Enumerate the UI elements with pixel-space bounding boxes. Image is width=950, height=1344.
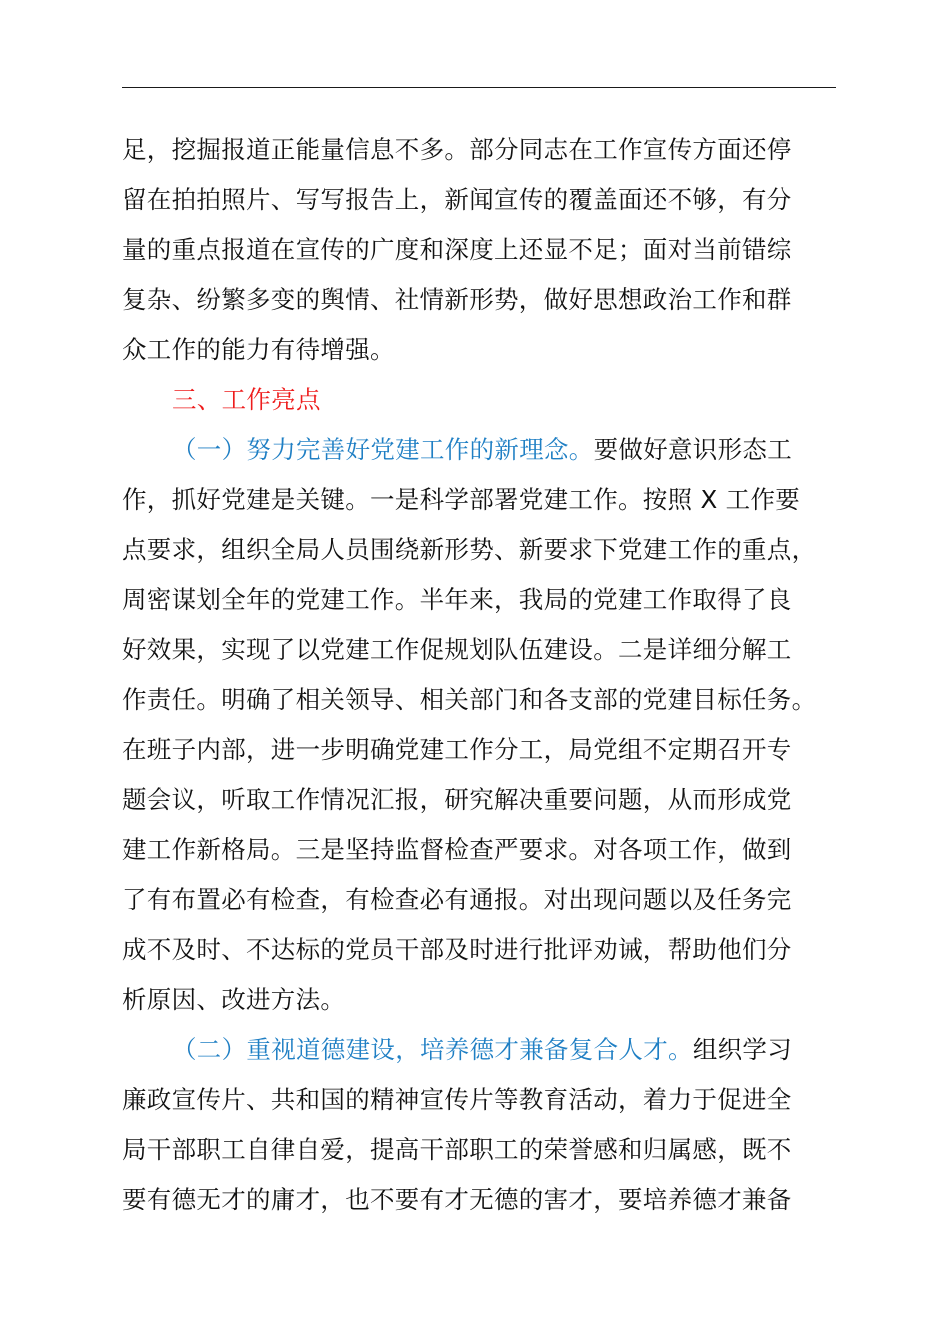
paragraph-line: 了有布置必有检查，有检查必有通报。对出现问题以及任务完 <box>122 885 792 914</box>
paragraph-line: 析原因、改进方法。 <box>122 985 346 1014</box>
paragraph-line: 量的重点报道在宣传的广度和深度上还显不足；面对当前错综 <box>122 235 792 264</box>
paragraph-line: 点要求，组织全局人员围绕新形势、新要求下党建工作的重点， <box>122 535 817 564</box>
header-rule <box>122 87 836 88</box>
document-body <box>122 125 836 1225</box>
paragraph-line: 好效果，实现了以党建工作促规划队伍建设。二是详细分解工 <box>122 635 792 664</box>
paragraph-text: 组织学习 <box>692 1035 793 1064</box>
subsection-1-first-line <box>122 425 836 475</box>
paragraph-line: 众工作的能力有待增强。 <box>122 335 395 364</box>
subsection-2-first-line <box>122 1025 836 1075</box>
paragraph-line: 建工作新格局。三是坚持监督检查严要求。对各项工作，做到 <box>122 835 792 864</box>
paragraph-line: 要有德无才的庸才，也不要有才无德的害才，要培养德才兼备 <box>122 1185 792 1214</box>
paragraph-line: 复杂、纷繁多变的舆情、社情新形势，做好思想政治工作和群 <box>122 285 792 314</box>
paragraph-line: 在班子内部，进一步明确党建工作分工，局党组不定期召开专 <box>122 735 792 764</box>
paragraph-line: 作，抓好党建是关键。一是科学部署党建工作。按照 X 工作要 <box>122 485 801 514</box>
paragraph-line: 留在拍拍照片、写写报告上，新闻宣传的覆盖面还不够，有分 <box>122 185 792 214</box>
paragraph-line: 成不及时、不达标的党员干部及时进行批评劝诫，帮助他们分 <box>122 935 792 964</box>
paragraph-line: 周密谋划全年的党建工作。半年来，我局的党建工作取得了良 <box>122 585 792 614</box>
paragraph-text: 要做好意识形态工 <box>593 435 793 464</box>
subsection-1-heading: （一）努力完善好党建工作的新理念。 <box>172 435 594 464</box>
subsection-2-heading: （二）重视道德建设，培养德才兼备复合人才。 <box>172 1035 693 1064</box>
paragraph-line: 廉政宣传片、共和国的精神宣传片等教育活动，着力于促进全 <box>122 1085 792 1114</box>
paragraph-line: 题会议，听取工作情况汇报，研究解决重要问题，从而形成党 <box>122 785 792 814</box>
paragraph-line: 足，挖掘报道正能量信息不多。部分同志在工作宣传方面还停 <box>122 135 792 164</box>
section-heading: 三、工作亮点 <box>172 385 321 414</box>
paragraph-line: 作责任。明确了相关领导、相关部门和各支部的党建目标任务。 <box>122 685 817 714</box>
paragraph-line: 局干部职工自律自爱，提高干部职工的荣誉感和归属感，既不 <box>122 1135 792 1164</box>
